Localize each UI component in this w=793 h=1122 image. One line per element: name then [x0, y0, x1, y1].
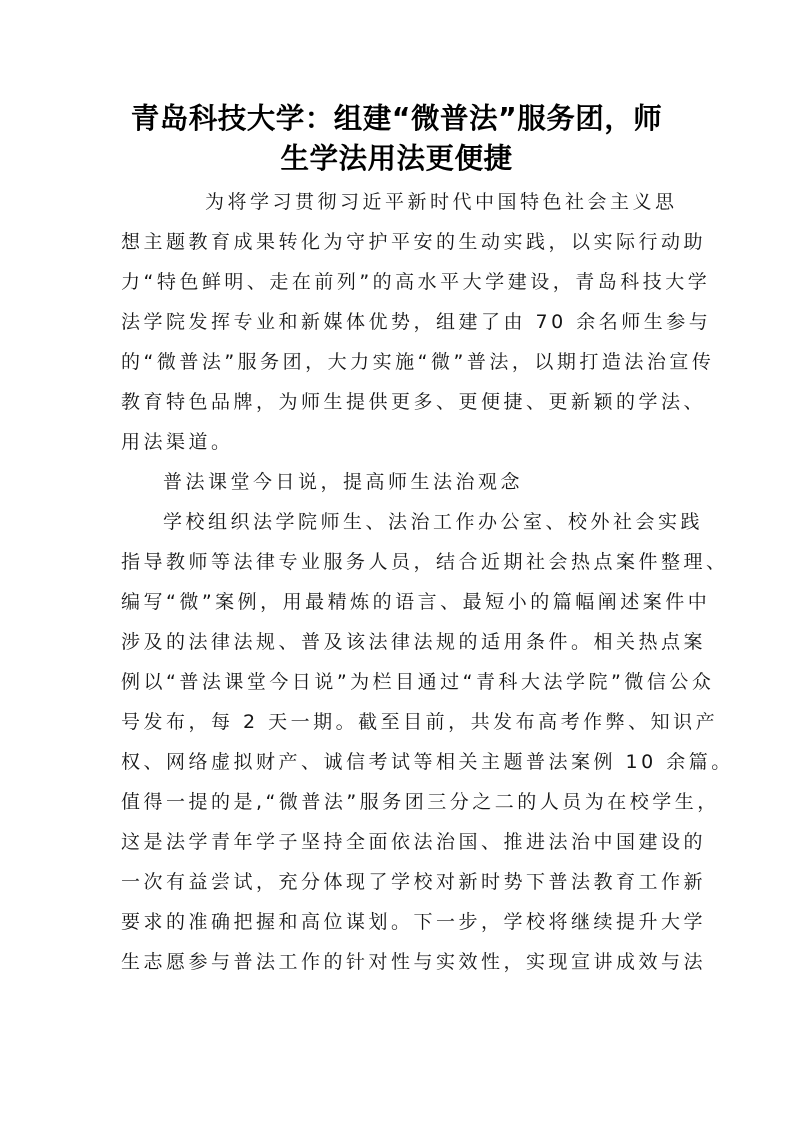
text-line: 生志愿参与普法工作的针对性与实效性，实现宣讲成效与法	[121, 951, 707, 973]
text-line: 指导教师等法律专业服务人员，结合近期社会热点案件整理、	[121, 551, 729, 573]
text-line: 涉及的法律法规、普及该法律法规的适用条件。相关热点案	[121, 631, 707, 653]
text-line: 编写“微”案例，用最精炼的语言、最短小的篇幅阐述案件中	[121, 591, 711, 613]
text-line: 值得一提的是,“微普法”服务团三分之二的人员为在校学生，	[121, 791, 720, 813]
text-line: 想主题教育成果转化为守护平安的生动实践，以实际行动助	[121, 231, 707, 253]
text-line: 法学院发挥专业和新媒体优势，组建了由 70 余名师生参与	[121, 311, 712, 333]
text-line: 一次有益尝试，充分体现了学校对新时势下普法教育工作新	[121, 871, 707, 893]
text-line: 力“特色鲜明、走在前列”的高水平大学建设，青岛科技大学	[121, 271, 711, 293]
paragraph-body	[121, 502, 734, 982]
section-subheading	[121, 462, 673, 502]
paragraph-intro	[121, 182, 715, 462]
text-line: 权、网络虚拟财产、诚信考试等相关主题普法案例 10 余篇。	[121, 751, 734, 773]
text-line: 用法渠道。	[121, 431, 234, 453]
text-line: 这是法学青年学子坚持全面依法治国、推进法治中国建设的	[121, 831, 707, 853]
text-line: 教育特色品牌，为师生提供更多、更便捷、更新颖的学法、	[121, 391, 707, 413]
title-line-1: 青岛科技大学：组建“微普法”服务团，师	[130, 102, 663, 135]
article-body	[121, 182, 734, 982]
text-line: 为将学习贯彻习近平新时代中国特色社会主义思	[205, 191, 678, 213]
text-line: 学校组织法学院师生、法治工作办公室、校外社会实践	[163, 511, 704, 533]
article-title	[110, 98, 683, 178]
text-line: 号发布，每 2 天一期。截至目前，共发布高考作弊、知识产	[121, 711, 719, 733]
title-line-2: 生学法用法更便捷	[280, 142, 513, 175]
text-line: 例以“普法课堂今日说”为栏目通过“青科大法学院”微信公众	[121, 671, 715, 693]
text-line: 的“微普法”服务团，大力实施“微”普法，以期打造法治宣传	[121, 351, 715, 373]
text-line: 要求的准确把握和高位谋划。下一步，学校将继续提升大学	[121, 911, 707, 933]
subheading-text: 普法课堂今日说，提高师生法治观念	[163, 471, 524, 493]
